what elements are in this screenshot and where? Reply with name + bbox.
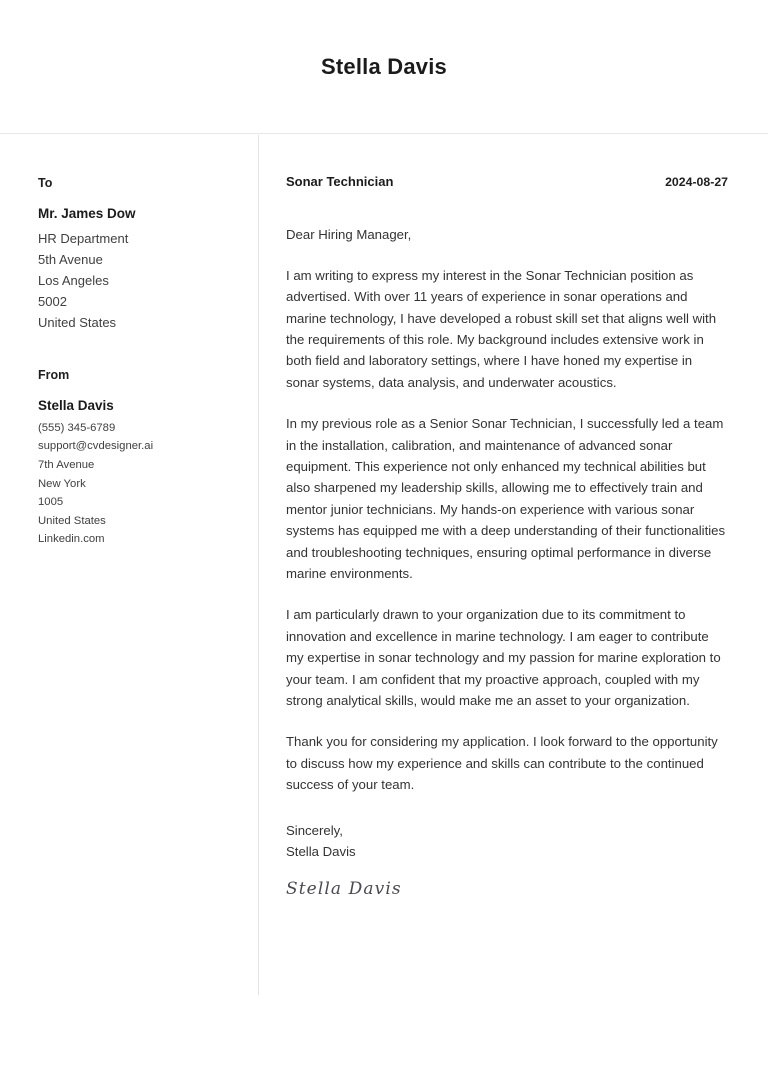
job-title: Sonar Technician bbox=[286, 174, 394, 189]
sender-website: Linkedin.com bbox=[38, 533, 105, 546]
letter-date: 2024-08-27 bbox=[665, 175, 728, 189]
signature-text: Stella Davis bbox=[286, 878, 402, 899]
sender-name: Stella Davis bbox=[38, 397, 114, 413]
letter-meta-row bbox=[286, 174, 728, 190]
recipient-name: Mr. James Dow bbox=[38, 205, 136, 221]
letter-content bbox=[258, 134, 768, 899]
contact-sidebar bbox=[0, 134, 258, 549]
sender-label: From bbox=[38, 368, 70, 383]
recipient-address-line: 5th Avenue bbox=[38, 252, 103, 268]
sender-address-line: United States bbox=[38, 514, 106, 527]
closing-name: Stella Davis bbox=[286, 843, 356, 859]
letter-salutation: Dear Hiring Manager, bbox=[286, 226, 412, 242]
sender-address-line: 1005 bbox=[38, 496, 64, 509]
document-body bbox=[0, 134, 768, 899]
sender-address-line: 7th Avenue bbox=[38, 458, 95, 471]
sender-email: support@cvdesigner.ai bbox=[38, 440, 154, 453]
page-title: Stella Davis bbox=[321, 53, 447, 79]
letter-paragraph: Thank you for considering my application. I look forward to the opportunity to discuss how my experience and skills can contribute to the continued success of your team. bbox=[286, 734, 718, 793]
recipient-address-line: Los Angeles bbox=[38, 272, 109, 288]
closing-salutation: Sincerely, bbox=[286, 822, 343, 838]
recipient-block bbox=[38, 177, 238, 333]
document-header bbox=[0, 0, 768, 134]
recipient-address-line: 5002 bbox=[38, 293, 67, 309]
sender-phone: (555) 345-6789 bbox=[38, 421, 116, 434]
sender-address-line: New York bbox=[38, 477, 86, 490]
letter-paragraph: In my previous role as a Senior Sonar Technician, I successfully led a team in the installation, calibration, and maintenance of advanced sonar equipment. This experience not only enhanced my technical abilities but also sharpened my leadership skills, allowing me to effectively train and mentor junior technicians. My hands-on experience with various sonar systems has equipped me with a deep understanding of their functionalities and troubleshooting techniques, ensuring optimal performance in diverse marine environments. bbox=[286, 416, 726, 582]
recipient-address-line: HR Department bbox=[38, 231, 129, 247]
sender-block bbox=[38, 369, 238, 549]
letter-closing bbox=[286, 820, 728, 899]
column-divider bbox=[258, 135, 259, 995]
letter-paragraph: I am writing to express my interest in the Sonar Technician position as advertised. With over 11 years of experience in sonar operations and marine technology, I have developed a robust skill set that aligns well with the requirements of this role. My background includes extensive work in both field and laboratory settings, where I have honed my expertise in sonar systems, data analysis, and underwater acoustics. bbox=[286, 267, 717, 390]
letter-paragraph: I am particularly drawn to your organization due to its commitment to innovation and excellence in marine technology. I am eager to contribute my expertise in sonar technology and my passion for marine exploration to your team. I am confident that my proactive approach, coupled with my strong analytical skills, would make me an asset to your organization. bbox=[286, 607, 721, 709]
recipient-address-line: United States bbox=[38, 314, 117, 330]
recipient-label: To bbox=[38, 176, 53, 190]
